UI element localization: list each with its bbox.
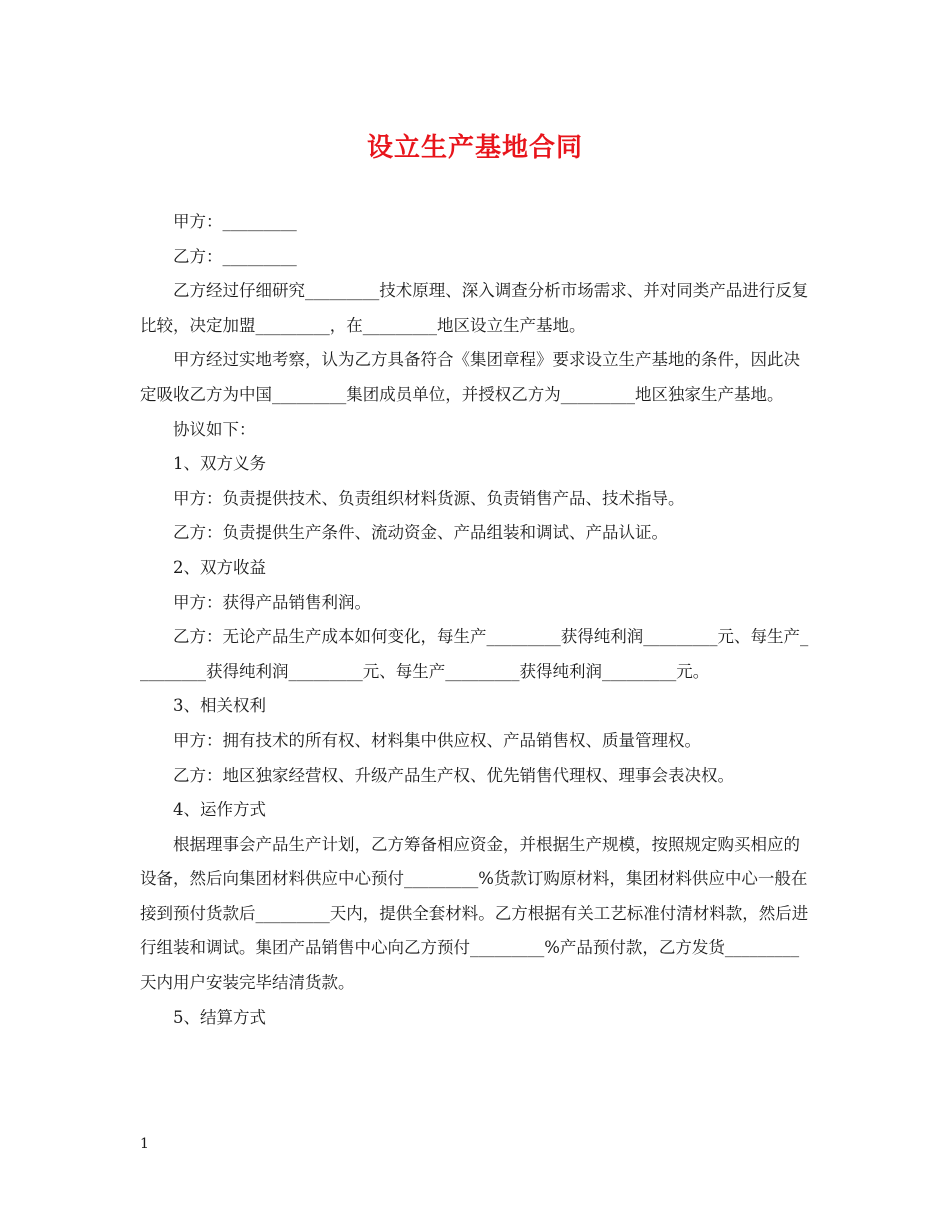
party-b-line: 乙方：_________ — [173, 246, 297, 266]
preamble-paragraph: 乙方经过仔细研究_________技术原理、深入调查分析市场需求、并对同类产品进行反复比较，决定加盟_________，在_________地区设立生产基地。 — [140, 281, 809, 335]
earnings-party-b: 乙方：无论产品生产成本如何变化，每生产_________获得纯利润_________元、每生产_________获得纯利润_________元、每生产_________获得纯利润_________元。 — [140, 627, 809, 681]
document-title: 设立生产基地合同 — [366, 133, 583, 163]
party-a-line: 甲方：_________ — [173, 212, 297, 231]
earnings-party-a: 甲方：获得产品销售利润。 — [173, 592, 371, 612]
obligation-party-a: 甲方：负责提供技术、负责组织材料货源、负责销售产品、技术指导。 — [173, 488, 685, 508]
obligation-party-b: 乙方：负责提供生产条件、流动资金、产品组装和调试、产品认证。 — [173, 523, 668, 543]
page-number: 1 — [140, 1136, 149, 1152]
authorization-paragraph: 甲方经过实地考察，认为乙方具备符合《集团章程》要求设立生产基地的条件，因此决定吸收乙方为中国_________集团成员单位，并授权乙方为_________地区独家生产基地。 — [140, 350, 800, 404]
section-heading-settlement: 5、结算方式 — [173, 1007, 266, 1027]
section-heading-earnings: 2、双方收益 — [173, 557, 266, 577]
section-heading-obligations: 1、双方义务 — [173, 454, 266, 474]
document-body — [140, 205, 812, 1035]
section-heading-rights: 3、相关权利 — [173, 696, 266, 716]
operation-paragraph: 根据理事会产品生产计划，乙方筹备相应资金，并根据生产规模，按照规定购买相应的设备，然后向集团材料供应中心预付_________%货款订购原材料，集团材料供应中心一般在接到预付货款后_________天内，提供全套材料。乙方根据有关工艺标准付清材料款，然后进行组装和调试。集团产品销售中心向乙方预付_________%产品预付款，乙方发货_________天内用户安装完毕结清货款。 — [140, 834, 809, 993]
rights-party-b: 乙方：地区独家经营权、升级产品生产权、优先销售代理权、理事会表决权。 — [173, 765, 734, 785]
section-heading-operation: 4、运作方式 — [173, 800, 266, 820]
rights-party-a: 甲方：拥有技术的所有权、材料集中供应权、产品销售权、质量管理权。 — [173, 730, 701, 750]
agreement-intro: 协议如下： — [173, 419, 256, 439]
